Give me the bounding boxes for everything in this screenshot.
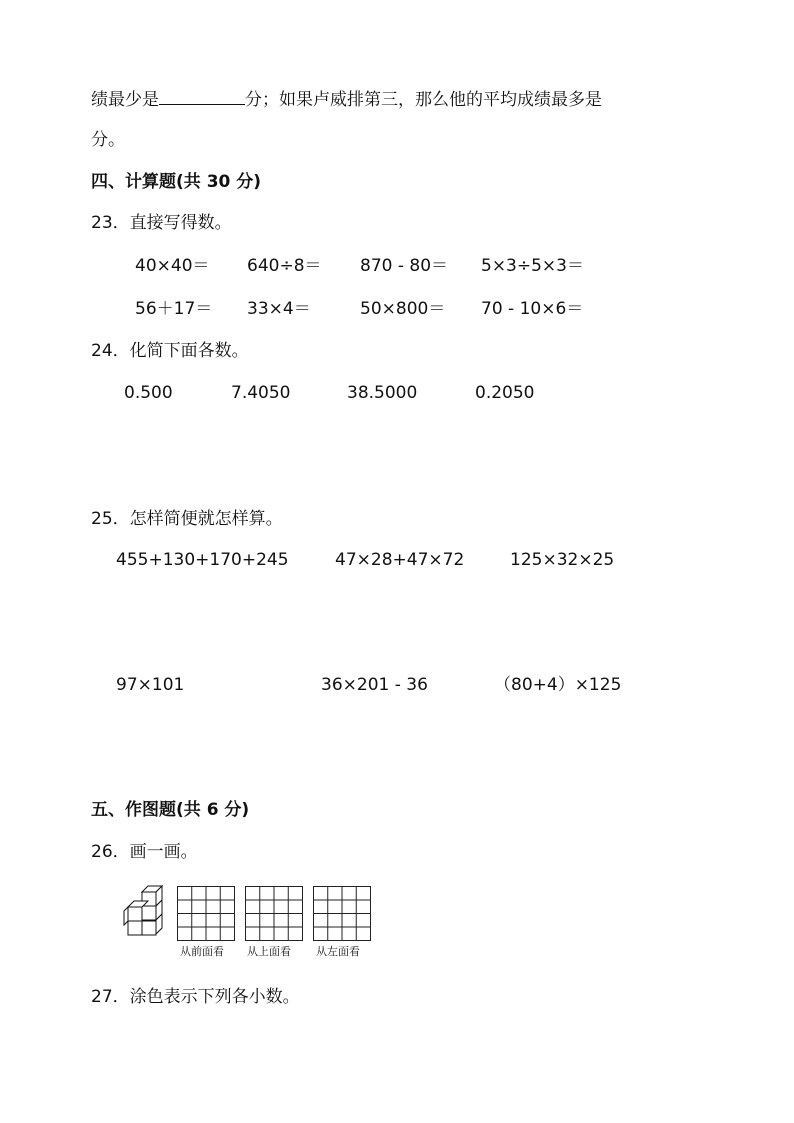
front-view-caption: 从前面看 bbox=[180, 945, 224, 958]
q22-text-part1: 绩最少是 bbox=[91, 90, 159, 110]
top-view-caption: 从上面看 bbox=[247, 945, 291, 958]
q25-item: 455+130+170+245 bbox=[116, 550, 289, 570]
q25-item: （80+4）×125 bbox=[494, 675, 622, 695]
q22-continuation-line2: 分。 bbox=[91, 130, 125, 150]
q24-item: 0.2050 bbox=[475, 383, 535, 403]
q25-item: 47×28+47×72 bbox=[335, 550, 465, 570]
q25-title: 25．怎样简便就怎样算。 bbox=[91, 509, 283, 529]
q23-item: 56＋17＝ bbox=[135, 299, 213, 319]
front-view-grid[interactable] bbox=[177, 886, 236, 942]
q22-answer-blank[interactable] bbox=[159, 88, 245, 105]
q23-item: 33×4＝ bbox=[247, 299, 311, 319]
q23-item: 5×3÷5×3＝ bbox=[481, 256, 584, 276]
left-view-caption: 从左面看 bbox=[316, 945, 360, 958]
q24-title: 24．化简下面各数。 bbox=[91, 341, 249, 361]
q23-item: 870 - 80＝ bbox=[360, 256, 449, 276]
q27-title: 27．涂色表示下列各小数。 bbox=[91, 987, 300, 1007]
q24-item: 38.5000 bbox=[347, 383, 418, 403]
left-view-grid[interactable] bbox=[313, 886, 372, 942]
q24-item: 7.4050 bbox=[231, 383, 291, 403]
q25-item: 125×32×25 bbox=[510, 550, 615, 570]
q22-continuation-line1 bbox=[91, 88, 602, 111]
section-5-title: 五、作图题(共 6 分) bbox=[91, 800, 250, 820]
q25-item: 97×101 bbox=[116, 675, 185, 695]
q24-item: 0.500 bbox=[124, 383, 173, 403]
q23-item: 70 - 10×6＝ bbox=[481, 299, 584, 319]
q23-item: 50×800＝ bbox=[360, 299, 446, 319]
q22-text-part2: 分；如果卢威排第三，那么他的平均成绩最多是 bbox=[245, 90, 602, 110]
section-4-title: 四、计算题(共 30 分) bbox=[91, 172, 262, 192]
q23-item: 640÷8＝ bbox=[247, 256, 322, 276]
q23-item: 40×40＝ bbox=[135, 256, 210, 276]
top-view-grid[interactable] bbox=[245, 886, 304, 942]
cube-stack-figure bbox=[122, 884, 166, 936]
q26-title: 26．画一画。 bbox=[91, 842, 198, 862]
q25-item: 36×201 - 36 bbox=[321, 675, 428, 695]
q23-title: 23．直接写得数。 bbox=[91, 213, 232, 233]
